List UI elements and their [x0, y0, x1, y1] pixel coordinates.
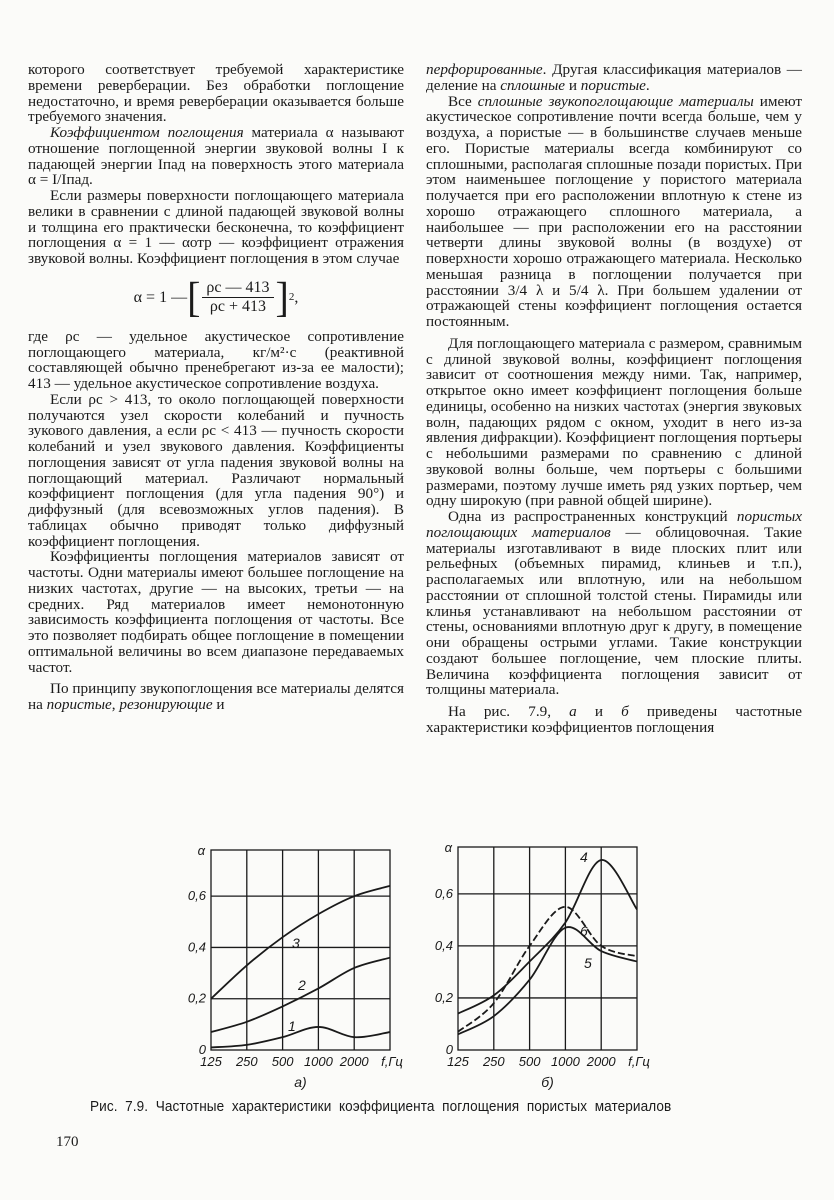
formula-exponent: 2 — [288, 290, 295, 303]
paragraph: которого соответствует требуемой характеристике времени реверберации. Без обработки поглощение недостаточно, и время реверберации оказывается больше требуемого значения. — [28, 61, 404, 126]
left-column — [28, 62, 404, 713]
y-tick-label: 0,6 — [187, 888, 206, 904]
paragraph-continuation: перфорированные. Другая классификация материалов — деление на сплошные и пористые. — [426, 61, 802, 94]
right-column — [426, 62, 802, 736]
x-tick-label: 500 — [518, 1054, 541, 1069]
bracket-close: ] — [275, 273, 289, 321]
paragraph-classification: По принципу звукопоглощения все материалы делятся на пористые, резонирующие и — [28, 680, 404, 713]
x-tick-label: 1000 — [550, 1054, 580, 1069]
paragraph: Для поглощающего материала с размером, сравнимым с длиной звуковой волны, коэффициент поглощения зависит от соотношения между ними. Так, например, открытое окно имеет коэффициент поглощения больше единицы, особенно на низких частотах (энергия звуковых волн, падающих рядом с окном, уходит в него из-за явления дифракции). Коэффициент поглощения портьеры с небольшими размерами по сравнению с длиной звуковой волны больше, чем портьеры с большими размерами, поэтому лучше иметь ряд узких портьер, чем одну широкую (при равной общей ширине). — [426, 334, 802, 510]
formula-denominator: ρc + 413 — [209, 298, 266, 316]
panel-label: а) — [294, 1074, 307, 1090]
bracket-open: [ — [187, 273, 201, 321]
x-tick-label: 2000 — [339, 1054, 369, 1069]
x-axis-label: f,Гц — [381, 1054, 403, 1069]
y-tick-label: 0,6 — [434, 885, 453, 901]
x-tick-label: 250 — [482, 1054, 505, 1069]
x-tick-label: 1000 — [303, 1054, 333, 1069]
curve-label-1: 1 — [288, 1018, 296, 1034]
chart-b-plot — [420, 835, 660, 1090]
chart-a-plot — [180, 835, 420, 1090]
grid — [211, 850, 390, 1050]
paragraph-facing-construction: Одна из распространенных конструкций пористых поглощающих материалов — облицовочная. Такие материалы изготавливают в виде плоских плит или рельефных (объемных пирамид, клиньев и т.п.), располагаемых или вплотную, или на небольшом расстоянии от сплошной толстой стены. Пирамиды или клинья устанавливают на небольшом расстоянии от стены, основаниями вплотную друг к другу, в помещение они обращены острыми углами. Такие конструкции создают большее поглощение, чем плоские плиты. Величина коэффициента поглощения зависит от толщины материала. — [426, 508, 802, 699]
curve-1 — [211, 1027, 390, 1048]
formula-absorption — [28, 267, 404, 329]
paragraph: Коэффициенты поглощения материалов зависят от частоты. Одни материалы имеют большее поглощение на низких частотах, другие — на высоких, третьи — на средних. Ряд материалов имеет немонотонную зависимость коэффициента поглощения от частоты. Все это позволяет подбирать общее поглощение в помещении оптимальной величины во всем диапазоне передаваемых частот. — [28, 548, 404, 676]
y-tick-label: 0 — [445, 1042, 453, 1057]
y-axis-symbol: α — [444, 840, 452, 855]
formula-fraction — [202, 279, 273, 316]
formula-numerator: ρc — 413 — [202, 279, 273, 298]
term-absorption-coefficient: Коэффициентом поглощения — [50, 124, 244, 141]
paragraph: Если ρc > 413, то около поглощающей поверхности получаются узел скорости колебаний и пучность зукового давления, а если ρc < 413 — пучность скорости колебаний и узел звукового давления. Коэффициенты поглощения зависят от угла падения звуковой волны на поглощающий материал. Различают нормальный коэффициент поглощения (для угла падения 90°) и диффузный (для всевозможных углов падения). В таблицах обычно приводят только диффузный коэффициент поглощения. — [28, 390, 404, 550]
paragraph-figure-reference: На рис. 7.9, а и б приведены частотные характеристики коэффициентов поглощения — [426, 703, 802, 736]
y-axis-symbol: α — [197, 843, 205, 858]
curve-label-5: 5 — [584, 955, 592, 971]
y-tick-label: 0,2 — [434, 989, 453, 1005]
curve-label-6: 6 — [580, 923, 588, 939]
curve-label-4: 4 — [580, 849, 588, 865]
curve-6 — [458, 907, 637, 1032]
x-tick-label: 125 — [447, 1054, 469, 1069]
page-number: 170 — [56, 1134, 79, 1150]
x-tick-label: 125 — [200, 1054, 222, 1069]
curve-2 — [211, 958, 390, 1032]
paragraph: Если размеры поверхности поглощающего материала велики в сравнении с длиной падающей звуковой волны и толщина его практически бесконечна, то коэффициент поглощения α = 1 — αотр — коэффициент отражения звуковой волны. Коэффициент поглощения в этом случае — [28, 187, 404, 267]
y-tick-label: 0 — [198, 1042, 206, 1057]
x-tick-label: 250 — [235, 1054, 258, 1069]
y-tick-label: 0,4 — [434, 937, 453, 953]
curve-4 — [458, 860, 637, 1014]
paragraph-absorption-definition: Коэффициентом поглощения материала α называют отношение поглощенной энергии звуковой волны I к падающей энергии Iпад на поверхность этого материала α = I/Iпад. — [28, 124, 404, 189]
panel-label: б) — [541, 1074, 554, 1090]
chart-b — [420, 835, 660, 1090]
formula-trail: , — [294, 288, 299, 306]
curve-label-3: 3 — [292, 935, 300, 951]
figure-caption: Рис. 7.9. Частотные характеристики коэффициента поглощения пористых материалов — [90, 1099, 672, 1115]
paragraph-solid-materials: Все сплошные звукопоглощающие материалы имеют акустическое сопротивление почти всегда больше, чем у воздуха, а пористые — в большинстве случаев меньше его. Пористые материалы всегда комбинируют со сплошными, располагая сплошные позади пористых. При этом наименьшее поглощение у пористого материала получается при его расположении вплотную к стене из хорошо отражающего сплошного материала, а наибольшее — при расположении его на расстоянии четверти длины звуковой волны (в воздухе) от поверхности хорошо отражающего материала. Несколько меньшая разница в поглощении получается при расстоянии 3/4 λ и 5/4 λ. При большем удалении от отражающей стены коэффициент поглощения остается постоянным. — [426, 92, 802, 330]
formula-lhs: α = 1 — — [133, 288, 188, 306]
x-tick-label: 2000 — [586, 1054, 616, 1069]
figure-7-9 — [180, 835, 660, 1090]
y-tick-label: 0,4 — [187, 939, 206, 955]
x-tick-label: 500 — [271, 1054, 294, 1069]
y-tick-label: 0,2 — [187, 990, 206, 1006]
curve-label-2: 2 — [298, 977, 306, 993]
chart-a — [180, 835, 420, 1090]
x-axis-label: f,Гц — [628, 1054, 650, 1069]
paragraph: где ρc — удельное акустическое сопротивление поглощающего материала, кг/м²·с (реактивной составляющей обычно пренебрегают из-за ее малости); 413 — удельное акустическое сопротивление воздуха. — [28, 327, 404, 392]
